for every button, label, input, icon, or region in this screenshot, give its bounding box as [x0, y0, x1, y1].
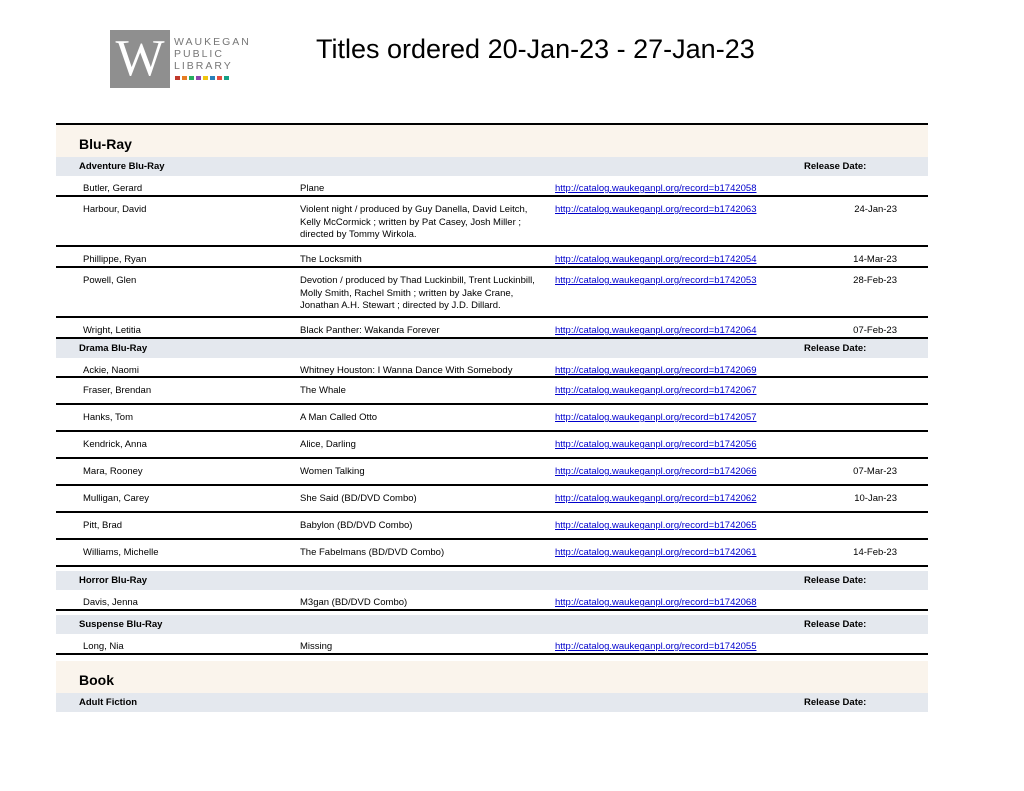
logo-dot [224, 76, 229, 80]
title-cell: Violent night / produced by Guy Danella, David Leitch, Kelly McCormick ; written by Pat Casey, Josh Miller ; directed by Tommy Wirkola. [300, 204, 528, 240]
title-cell: She Said (BD/DVD Combo) [300, 493, 417, 504]
subcategory-label: Horror Blu-Ray [79, 575, 148, 586]
catalog-link[interactable]: http://catalog.waukeganpl.org/record=b1742061 [555, 547, 757, 558]
release-date-cell: 14-Mar-23 [853, 254, 897, 265]
logo-dot [210, 76, 215, 80]
horror-rows [56, 590, 928, 611]
subcategory-label: Adventure Blu-Ray [79, 161, 165, 172]
logo-dot [189, 76, 194, 80]
catalog-link[interactable]: http://catalog.waukeganpl.org/record=b1742066 [555, 466, 757, 477]
logo-line: LIBRARY [174, 60, 233, 72]
subcategory-header-adult-fiction [56, 693, 928, 712]
release-date-cell: 07-Mar-23 [853, 466, 897, 477]
author-cell: Davis, Jenna [83, 597, 138, 608]
logo-wordmark [174, 36, 264, 72]
catalog-link[interactable]: http://catalog.waukeganpl.org/record=b1742062 [555, 493, 757, 504]
release-date-cell: 07-Feb-23 [853, 325, 897, 336]
catalog-link[interactable]: http://catalog.waukeganpl.org/record=b1742058 [555, 183, 757, 194]
author-cell: Fraser, Brendan [83, 385, 152, 396]
catalog-link[interactable]: http://catalog.waukeganpl.org/record=b1742067 [555, 385, 757, 396]
catalog-link[interactable]: http://catalog.waukeganpl.org/record=b1742056 [555, 439, 757, 450]
logo-mark [110, 30, 170, 88]
title-cell: Missing [300, 641, 333, 652]
subcategory-header-suspense [56, 615, 928, 634]
catalog-link[interactable]: http://catalog.waukeganpl.org/record=b1742053 [555, 275, 757, 286]
page-title: Titles ordered 20-Jan-23 - 27-Jan-23 [316, 34, 755, 64]
catalog-link[interactable]: http://catalog.waukeganpl.org/record=b1742065 [555, 520, 757, 531]
author-cell: Butler, Gerard [83, 183, 143, 194]
title-cell: Alice, Darling [300, 439, 356, 450]
table-row [56, 378, 928, 405]
subcategory-header-horror [56, 571, 928, 590]
logo-dot [175, 76, 180, 80]
release-date-cell: 24-Jan-23 [854, 204, 897, 215]
catalog-link[interactable]: http://catalog.waukeganpl.org/record=b1742055 [555, 641, 757, 652]
title-cell: Whitney Houston: I Wanna Dance With Somebody [300, 365, 513, 376]
author-cell: Harbour, David [83, 204, 147, 215]
catalog-link[interactable]: http://catalog.waukeganpl.org/record=b1742069 [555, 365, 757, 376]
logo-line: PUBLIC [174, 48, 224, 60]
table-row [56, 540, 928, 567]
table-row [56, 247, 928, 268]
logo-color-dots [175, 76, 229, 80]
title-cell: Black Panther: Wakanda Forever [300, 325, 440, 336]
subcategory-header-drama [56, 339, 928, 358]
table-row [56, 176, 928, 197]
table-row [56, 590, 928, 611]
author-cell: Long, Nia [83, 641, 124, 652]
release-date-cell: 14-Feb-23 [853, 547, 897, 558]
catalog-link[interactable]: http://catalog.waukeganpl.org/record=b1742057 [555, 412, 757, 423]
author-cell: Phillippe, Ryan [83, 254, 147, 265]
table-row [56, 405, 928, 432]
author-cell: Williams, Michelle [83, 547, 159, 558]
suspense-rows [56, 634, 928, 655]
author-cell: Wright, Letitia [83, 325, 141, 336]
release-date-label: Release Date: [804, 161, 867, 172]
logo-dot [182, 76, 187, 80]
author-cell: Ackie, Naomi [83, 365, 139, 376]
release-date-label: Release Date: [804, 575, 867, 586]
title-cell: Babylon (BD/DVD Combo) [300, 520, 413, 531]
title-cell: M3gan (BD/DVD Combo) [300, 597, 408, 608]
library-logo [110, 30, 260, 90]
release-date-cell: 10-Jan-23 [854, 493, 897, 504]
table-row [56, 432, 928, 459]
drama-rows [56, 358, 928, 567]
title-cell: The Fabelmans (BD/DVD Combo) [300, 547, 445, 558]
subcategory-label: Suspense Blu-Ray [79, 619, 163, 630]
catalog-link[interactable]: http://catalog.waukeganpl.org/record=b1742064 [555, 325, 757, 336]
catalog-link[interactable]: http://catalog.waukeganpl.org/record=b1742068 [555, 597, 757, 608]
author-cell: Kendrick, Anna [83, 439, 147, 450]
category-header-bluray: Blu-Ray [56, 125, 928, 157]
catalog-link[interactable]: http://catalog.waukeganpl.org/record=b1742063 [555, 204, 757, 215]
title-cell: Women Talking [300, 466, 365, 477]
table-row [56, 486, 928, 513]
adventure-rows [56, 176, 928, 339]
logo-dot [196, 76, 201, 80]
logo-dot [203, 76, 208, 80]
author-cell: Hanks, Tom [83, 412, 133, 423]
title-cell: Devotion / produced by Thad Luckinbill, Trent Luckinbill, Molly Smith, Rachel Smith ; written by Jake Crane, Jonathan A.H. Stewart ; directed by J.D. Dillard. [300, 275, 535, 311]
logo-dot [217, 76, 222, 80]
subcategory-label: Drama Blu-Ray [79, 343, 148, 354]
release-date-label: Release Date: [804, 343, 867, 354]
title-cell: The Locksmith [300, 254, 362, 265]
title-cell: Plane [300, 183, 325, 194]
table-row [56, 358, 928, 378]
author-cell: Mulligan, Carey [83, 493, 149, 504]
table-row [56, 513, 928, 540]
title-cell: The Whale [300, 385, 346, 396]
subcategory-header-adventure [56, 157, 928, 176]
table-row [56, 318, 928, 339]
release-date-cell: 28-Feb-23 [853, 275, 897, 286]
release-date-label: Release Date: [804, 619, 867, 630]
category-header-book: Book [56, 661, 928, 693]
table-row [56, 459, 928, 486]
author-cell: Pitt, Brad [83, 520, 123, 531]
release-date-label: Release Date: [804, 697, 867, 708]
logo-line: WAUKEGAN [174, 36, 251, 48]
subcategory-label: Adult Fiction [79, 697, 138, 708]
table-row [56, 634, 928, 655]
author-cell: Powell, Glen [83, 275, 137, 286]
table-row [56, 268, 928, 318]
report-table [56, 123, 928, 712]
logo-letter: W [115, 30, 165, 87]
author-cell: Mara, Rooney [83, 466, 143, 477]
catalog-link[interactable]: http://catalog.waukeganpl.org/record=b1742054 [555, 254, 757, 265]
table-row [56, 197, 928, 247]
title-cell: A Man Called Otto [300, 412, 378, 423]
